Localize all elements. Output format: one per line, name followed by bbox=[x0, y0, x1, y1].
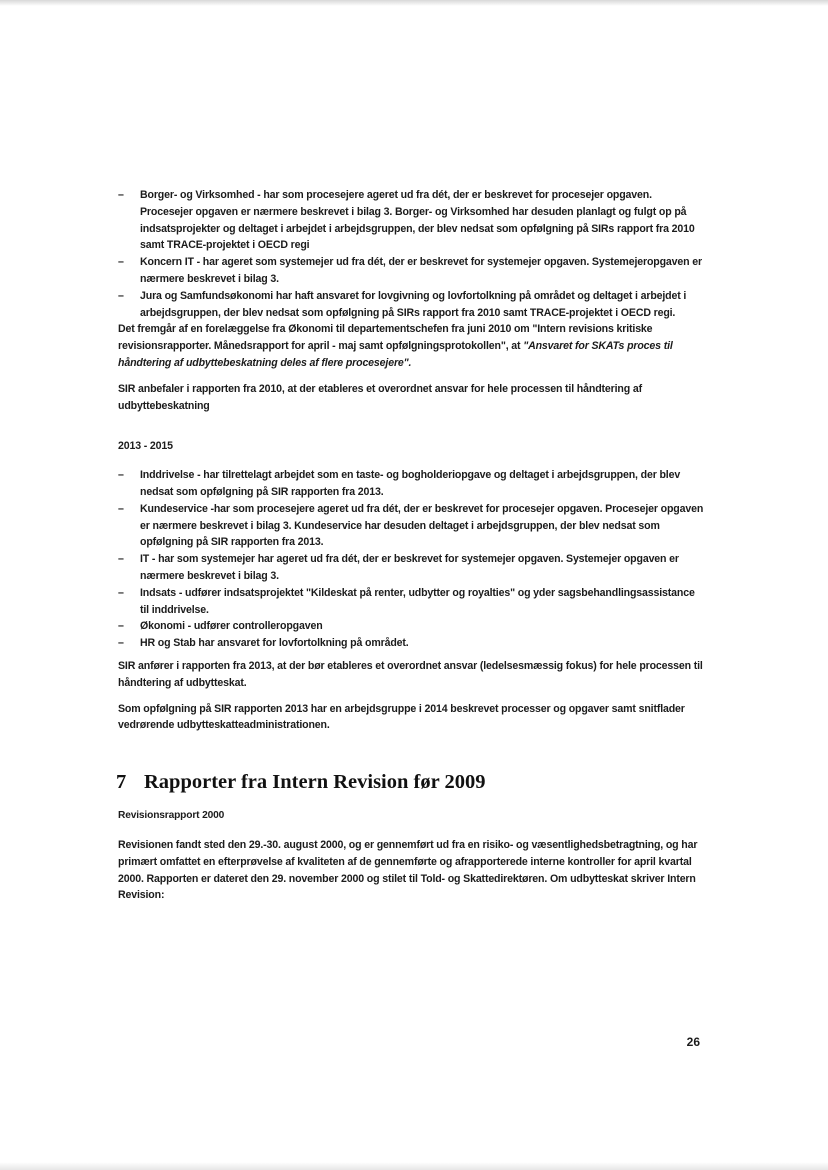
chapter-title: Rapporter fra Intern Revision før 2009 bbox=[144, 771, 486, 794]
list-item: – Inddrivelse - har tilrettelagt arbejdet som en taste- og bogholderiopgave og deltaget i arbejdsgruppen, der blev nedsat som opfølgning på SIR rapporten fra 2013. bbox=[118, 467, 706, 501]
responsibility-list-2010 bbox=[118, 187, 706, 321]
paragraph-sir-2010: SIR anbefaler i rapporten fra 2010, at der etableres et overordnet ansvar for hele processen til håndtering af udbyttebeskatning bbox=[118, 382, 642, 412]
paragraph-sir-2013: SIR anfører i rapporten fra 2013, at der bør etableres et overordnet ansvar (ledelsesmæssig fokus) for hele processen til håndtering af udbytteskat. bbox=[118, 659, 703, 689]
list-item: – Jura og Samfundsøkonomi har haft ansvaret for lovgivning og lovfortolkning på området og deltaget i arbejdet i arbejdsgruppen, der blev nedsat som opfølgning på SIRs rapport fra 2010 samt TRACE-projektet i OECD regi. bbox=[118, 288, 706, 322]
paragraph-revision-2000: Revisionen fandt sted den 29.-30. august 2000, og er gennemført ud fra en risiko- og væsentlighedsbetragtning, og har primært omfattet en efterprøvelse af kvaliteten af de gennemførte og afrapporterede interne kontroller for april kvartal 2000. Rapporten er dateret den 29. november 2000 og stilet til Told- og Skattedirektøren. Om udbytteskat skriver Intern Revision: bbox=[118, 838, 698, 902]
list-item: – Koncern IT - har ageret som systemejer ud fra dét, der er beskrevet for systemejer opgaven. Systemejeropgaven er nærmere beskrevet i bilag 3. bbox=[118, 254, 706, 288]
paragraph-text: Det fremgår af en forelæggelse fra Økonomi til departementschefen fra juni 2010 om "Intern revisions kritiske revisionsrapporter. Månedsrapport for april - maj samt opfølgningsprotokollen", at bbox=[118, 323, 653, 353]
list-item: – Indsats - udfører indsatsprojektet "Kildeskat på renter, udbytter og royalties" og yder sagsbehandlingsassistance til inddrivelse. bbox=[118, 585, 706, 619]
section-heading-2013-2015: 2013 - 2015 bbox=[118, 440, 173, 453]
chapter-heading bbox=[116, 770, 706, 794]
paragraph-arbejdsgruppe-2014: Som opfølgning på SIR rapporten 2013 har en arbejdsgruppe i 2014 beskrevet processer og opgaver samt snitflader vedrørende udbytteskatteadministrationen. bbox=[118, 702, 685, 732]
list-item: – IT - har som systemejer har ageret ud fra dét, der er beskrevet for systemejer opgaven. Systemejer opgaven er nærmere beskrevet i bilag 3. bbox=[118, 551, 706, 585]
list-item: – HR og Stab har ansvaret for lovfortolkning på området. bbox=[118, 635, 706, 652]
page-number: 26 bbox=[686, 1035, 700, 1049]
list-item: – Økonomi - udfører controlleropgaven bbox=[118, 618, 706, 635]
list-item: – Borger- og Virksomhed - har som procesejere ageret ud fra dét, der er beskrevet for procesejer opgaven. Procesejer opgaven er nærmere beskrevet i bilag 3. Borger- og Virksomhed har desuden planlagt og fulgt op på indsatsprojekter og deltaget i arbejdet i arbejdsgruppen, der blev nedsat som opfølgning på SIRs rapport fra 2010 samt TRACE-projektet i OECD regi bbox=[118, 187, 706, 254]
responsibility-list-2013 bbox=[118, 467, 706, 652]
italic-quote: "Ansvaret for SKATs proces til håndtering af udbyttebeskatning deles af flere procesejere". bbox=[118, 340, 673, 369]
document-body bbox=[118, 187, 706, 913]
list-item: – Kundeservice -har som procesejere ageret ud fra dét, der er beskrevet for procesejer opgaven. Procesejer opgaven er nærmere beskrevet i bilag 3. Kundeservice har desuden deltaget i arbejdsgruppen, der blev nedsat som opfølgning på SIR rapporten fra 2013. bbox=[118, 501, 706, 551]
page-edge-top bbox=[0, 0, 828, 6]
page-edge-bottom bbox=[0, 1162, 828, 1170]
chapter-number: 7 bbox=[116, 771, 127, 794]
subheading-revisionsrapport-2000: Revisionsrapport 2000 bbox=[118, 810, 225, 822]
paragraph-forelaeggelse bbox=[118, 321, 706, 371]
